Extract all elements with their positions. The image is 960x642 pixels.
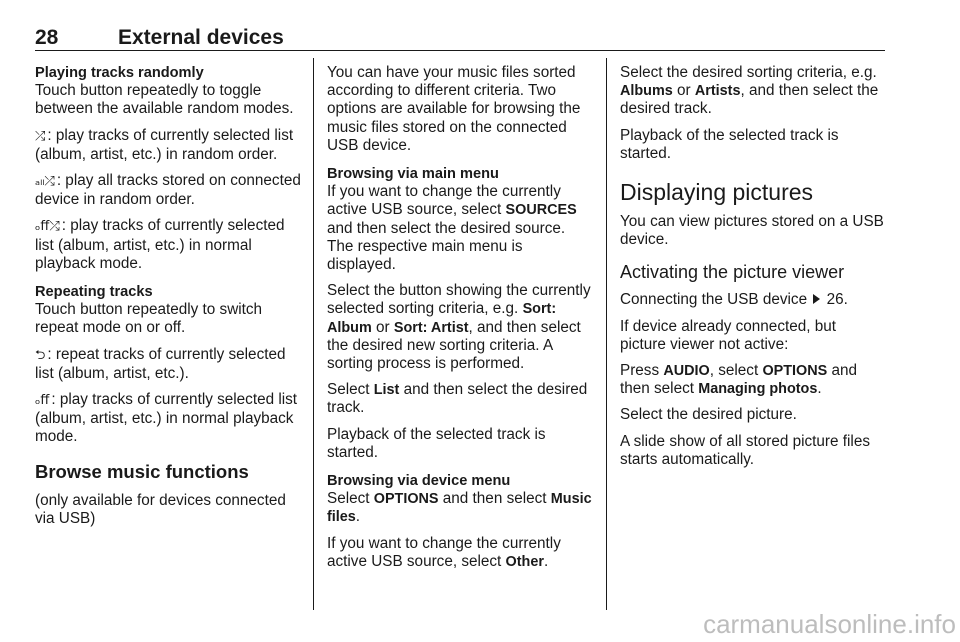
page-number: 28 bbox=[35, 26, 59, 49]
other-text: If you want to change the currently active USB source, select Other. bbox=[327, 534, 561, 570]
shuffle-off-item bbox=[35, 217, 301, 273]
ui-music-files: Music files bbox=[327, 491, 592, 526]
browse-note: (only available for devices connected via USB) bbox=[35, 491, 286, 527]
shuffle-all-text: : play all tracks stored on connected device in random order. bbox=[35, 172, 301, 209]
repeat-off-item bbox=[35, 391, 301, 447]
ui-list: List bbox=[373, 382, 400, 399]
heading-browse-music: Browse music functions bbox=[35, 460, 249, 482]
column-1 bbox=[35, 64, 301, 536]
column-3 bbox=[620, 64, 886, 477]
heading-main-menu: Browsing via main menu bbox=[327, 166, 499, 183]
section-title: External devices bbox=[118, 26, 284, 49]
criteria-text: Select the desired sorting criteria, e.g. Albums or Artists, and then select the desired track. bbox=[620, 64, 879, 118]
not-active-text: If device already connected, but picture viewer not active: bbox=[620, 317, 836, 353]
heading-device-menu: Browsing via device menu bbox=[327, 473, 511, 490]
sort-intro: You can have your music files sorted according to different criteria. Two options are available for browsing the music files stored on the connected USB device. bbox=[327, 64, 581, 154]
connect-text: Connecting the USB device 26. bbox=[620, 291, 848, 309]
repeat-intro: Touch button repeatedly to switch repeat mode on or off. bbox=[35, 301, 263, 337]
ui-audio: AUDIO bbox=[663, 363, 710, 380]
heading-displaying-pictures: Displaying pictures bbox=[620, 179, 814, 206]
shuffle-item bbox=[35, 127, 301, 164]
pictures-intro: You can view pictures stored on a USB device. bbox=[620, 213, 884, 249]
page-header bbox=[35, 26, 885, 52]
ui-options: OPTIONS bbox=[373, 491, 439, 508]
heading-playing-randomly: Playing tracks randomly bbox=[35, 65, 204, 81]
device-menu-text: Select OPTIONS and then select Music files. bbox=[327, 490, 592, 526]
page-reference-arrow-icon bbox=[813, 294, 820, 304]
ui-albums: Albums bbox=[620, 83, 673, 100]
slideshow-text: A slide show of all stored picture files starts automatically. bbox=[620, 432, 870, 468]
playback-text: Playback of the selected track is started. bbox=[327, 425, 546, 461]
repeat-icon: ⮌ bbox=[35, 347, 46, 363]
ui-options-2: OPTIONS bbox=[762, 363, 828, 380]
press-text: Press AUDIO, select OPTIONS and then select Managing photos. bbox=[620, 362, 857, 398]
heading-repeating-tracks: Repeating tracks bbox=[35, 284, 153, 301]
list-text: Select List and then select the desired track. bbox=[327, 381, 588, 417]
select-picture-text: Select the desired picture. bbox=[620, 406, 797, 424]
repeat-off-icon: ₒff bbox=[35, 393, 50, 409]
shuffle-off-text: : play tracks of currently selected list (album, artist, etc.) in normal playback mode. bbox=[35, 217, 285, 272]
ui-sort-artist: Sort: Artist bbox=[393, 319, 469, 336]
watermark: carmanualsonline.info bbox=[703, 609, 956, 639]
heading-picture-viewer: Activating the picture viewer bbox=[620, 262, 845, 283]
ui-other: Other bbox=[505, 553, 544, 570]
column-divider-2 bbox=[606, 58, 607, 610]
ui-sort-album: Sort: Album bbox=[327, 301, 557, 336]
repeat-item bbox=[35, 346, 301, 383]
repeat-text: : repeat tracks of currently selected list (album, artist, etc.). bbox=[35, 345, 286, 382]
shuffle-all-icon: ₐₗₗ⤮ bbox=[35, 174, 55, 190]
header-rule bbox=[35, 50, 885, 51]
random-intro: Touch button repeatedly to toggle between the available random modes. bbox=[35, 82, 294, 118]
shuffle-icon: ⤮ bbox=[35, 128, 46, 144]
ui-managing-photos: Managing photos bbox=[698, 381, 818, 398]
shuffle-text: : play tracks of currently selected list (album, artist, etc.) in random order. bbox=[35, 126, 294, 163]
main-menu-text: If you want to change the currently active USB source, select SOURCES and then select the desired source. The respective main menu is displayed. bbox=[327, 183, 577, 274]
column-2 bbox=[327, 64, 593, 579]
repeat-off-text: : play tracks of currently selected list (album, artist, etc.) in normal playback mode. bbox=[35, 391, 298, 446]
shuffle-all-item bbox=[35, 172, 301, 209]
column-divider-1 bbox=[313, 58, 314, 610]
sort-select-text: Select the button showing the currently selected sorting criteria, e.g. Sort: Album or Sort: Artist, and then select the desired new sorting criteria. A sorting process is performed. bbox=[327, 282, 591, 373]
shuffle-off-icon: ₒff⤮ bbox=[35, 219, 60, 235]
ui-artists: Artists bbox=[694, 83, 741, 100]
ui-sources: SOURCES bbox=[505, 202, 577, 219]
playback-text-2: Playback of the selected track is started. bbox=[620, 126, 839, 162]
